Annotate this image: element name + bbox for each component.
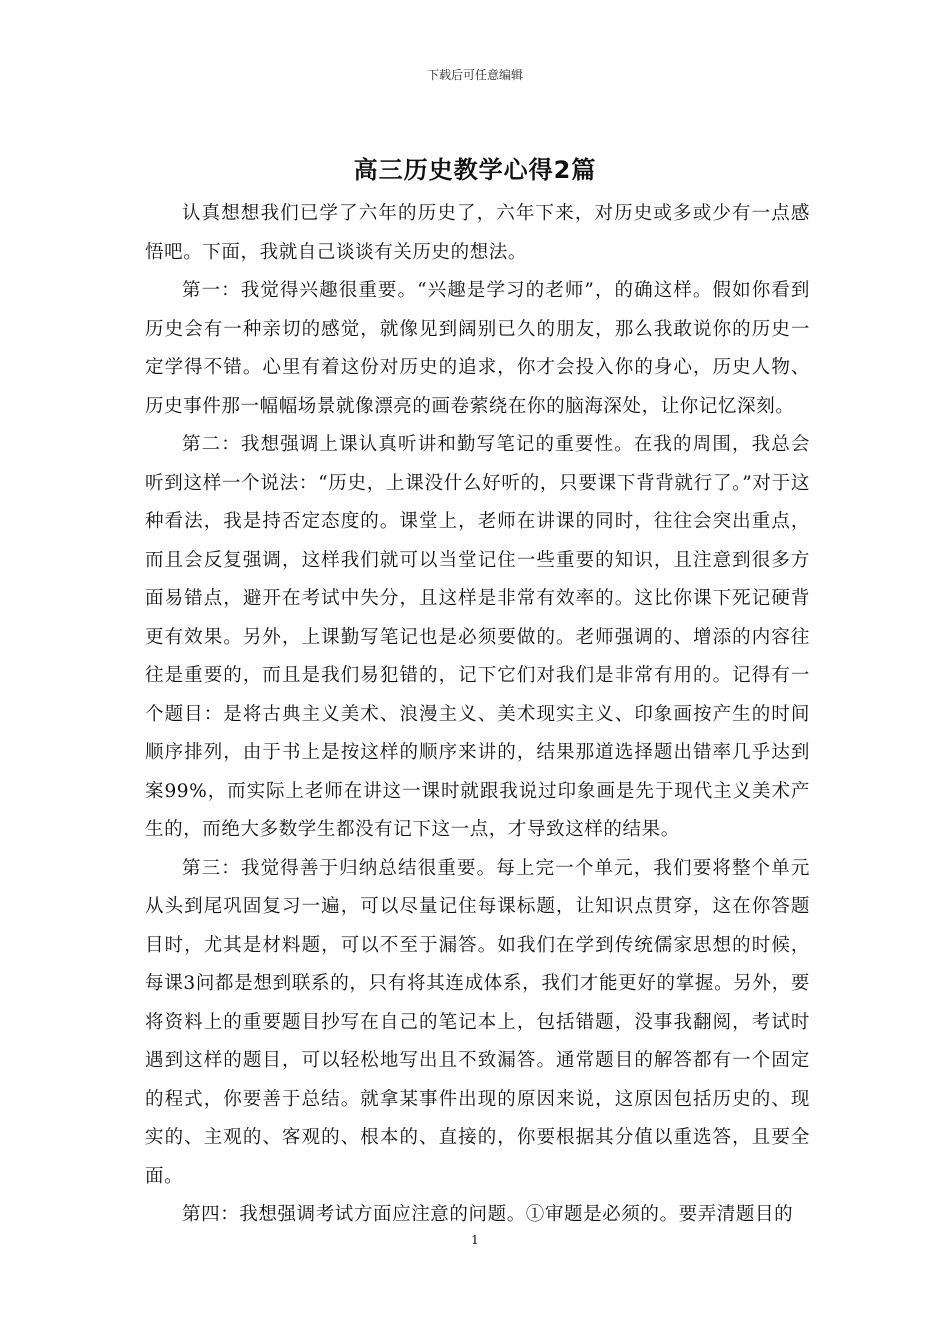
paragraph-point-2: 第二：我想强调上课认真听讲和勤写笔记的重要性。在我的周围，我总会听到这样一个说法：“历史，上课没什么好听的，只要课下背背就行了。”对于这种看法，我是持否定态度的。课堂上，老师在讲课的同时，往往会突出重点，而且会反复强调，这样我们就可以当堂记住一些重要的知识，且注意到很多方面易错点，避开在考试中失分，且这样是非常有效率的。这比你课下死记硬背更有效果。另外，上课勤写笔记也是必须要做的。老师强调的、增添的内容往往是重要的，而且是我们易犯错的，记下它们对我们是非常有用的。记得有一个题目：是将古典主义美术、浪漫主义、美术现实主义、印象画按产生的时间顺序排列，由于书上是按这样的顺序来讲的，结果那道选择题出错率几乎达到案99%，而实际上老师在讲这一课时就跟我说过印象画是先于现代主义美术产生的，而绝大多数学生都没有记下这一点，才导致这样的结果。 <box>145 434 810 840</box>
page-header: 下载后可任意编辑 <box>426 68 523 82</box>
paragraph-intro: 认真想想我们已学了六年的历史了，六年下来，对历史或多或少有一点感悟吧。下面，我就自己谈谈有关历史的想法。 <box>145 203 810 263</box>
paragraph-point-1: 第一：我觉得兴趣很重要。“兴趣是学习的老师”，的确这样。假如你看到历史会有一种亲切的感觉，就像见到阔别已久的朋友，那么我敢说你的历史一定学得不错。心里有着这份对历史的追求，你才会投入你的身心，历史人物、历史事件那一幅幅场景就像漂亮的画卷萦绕在你的脑海深处，让你记忆深刻。 <box>145 280 810 417</box>
page-number: 1 <box>471 1233 479 1247</box>
document-body <box>145 195 810 1235</box>
paragraph-point-4: 第四：我想强调考试方面应注意的问题。①审题是必须的。要弄清题目的 <box>182 1204 794 1225</box>
paragraph-point-3: 第三：我觉得善于归纳总结很重要。每上完一个单元，我们要将整个单元从头到尾巩固复习一遍，可以尽量记住每课标题，让知识点贯穿，这在你答题目时，尤其是材料题，可以不至于漏答。如我们在学到传统儒家思想的时候，每课3问都是想到联系的，只有将其连成体系，我们才能更好的掌握。另外，要将资料上的重要题目抄写在自己的笔记本上，包括错题，没事我翻阅，考试时遇到这样的题目，可以轻松地写出且不致漏答。通常题目的解答都有一个固定的程式，你要善于总结。就拿某事件出现的原因来说，这原因包括历史的、现实的、主观的、客观的、根本的、直接的，你要根据其分值以重选答，且要全面。 <box>145 857 810 1187</box>
document-title: 高三历史教学心得2篇 <box>353 156 597 184</box>
